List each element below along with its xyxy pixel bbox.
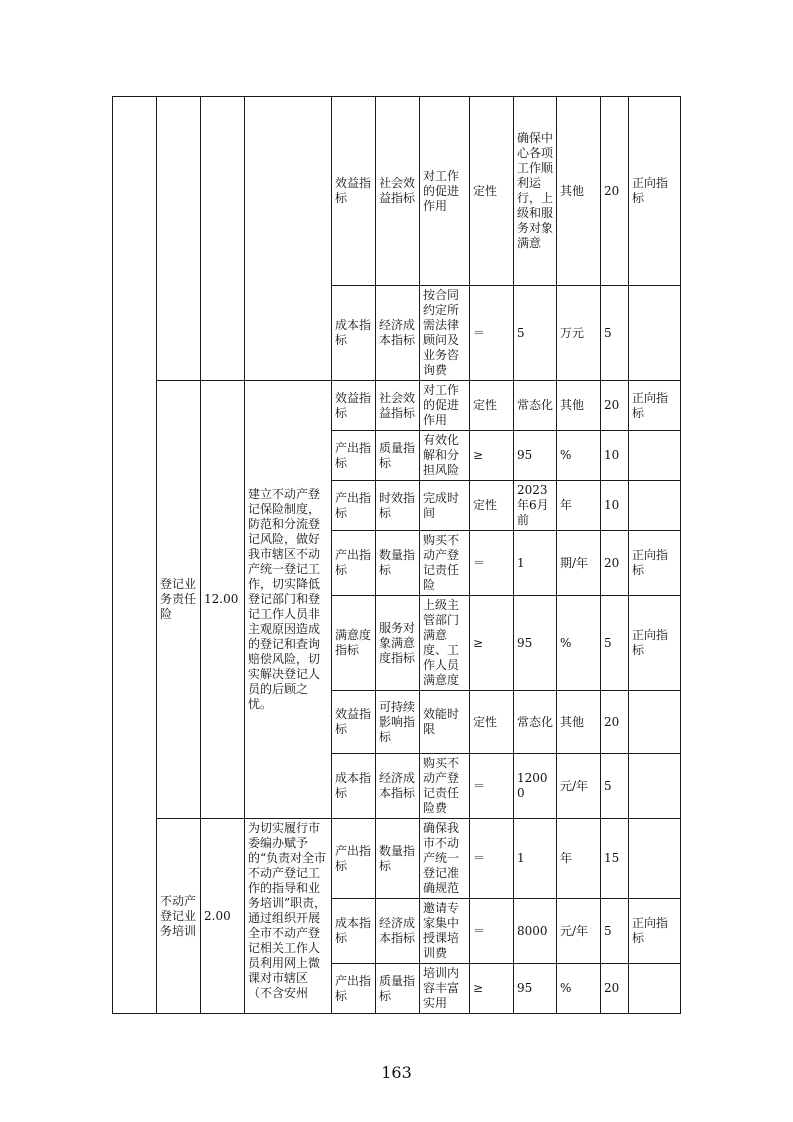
- page-number: 163: [381, 1063, 412, 1082]
- level1-indicator-cell: 成本指标: [332, 286, 376, 381]
- direction-cell: [629, 431, 681, 481]
- weight-cell: 20: [601, 97, 629, 286]
- target-value-cell: 常态化: [514, 381, 557, 431]
- target-value-cell: 确保中心各项工作顺利运行，上级和服务对象满意: [514, 97, 557, 286]
- level1-indicator-cell: 效益指标: [332, 97, 376, 286]
- operator-cell: ≥: [470, 431, 514, 481]
- table-row: [113, 819, 681, 899]
- operator-cell: ≥: [470, 964, 514, 1014]
- unit-cell: 其他: [557, 97, 601, 286]
- operator-cell: ＝: [470, 899, 514, 964]
- operator-cell: 定性: [470, 97, 514, 286]
- unit-cell: 年: [557, 481, 601, 531]
- level1-indicator-cell: 产出指标: [332, 819, 376, 899]
- direction-cell: 正向指标: [629, 531, 681, 596]
- weight-cell: 5: [601, 596, 629, 691]
- direction-cell: [629, 819, 681, 899]
- direction-cell: 正向指标: [629, 97, 681, 286]
- direction-cell: 正向指标: [629, 899, 681, 964]
- target-value-cell: 1: [514, 531, 557, 596]
- level2-indicator-cell: 经济成本指标: [376, 754, 420, 819]
- level1-indicator-cell: 效益指标: [332, 381, 376, 431]
- target-cell: [245, 97, 332, 381]
- unit-cell: 其他: [557, 691, 601, 754]
- indicator-name-cell: 对工作的促进作用: [420, 97, 470, 286]
- unit-cell: %: [557, 596, 601, 691]
- amount-cell: 12.00: [201, 381, 245, 819]
- indicator-name-cell: 购买不动产登记责任险费: [420, 754, 470, 819]
- level2-indicator-cell: 时效指标: [376, 481, 420, 531]
- table-row: [113, 97, 681, 286]
- level2-indicator-cell: 质量指标: [376, 431, 420, 481]
- unit-cell: %: [557, 431, 601, 481]
- amount-cell: 2.00: [201, 819, 245, 1014]
- weight-cell: 5: [601, 754, 629, 819]
- weight-cell: 20: [601, 381, 629, 431]
- table-row: [113, 381, 681, 431]
- target-value-cell: 95: [514, 964, 557, 1014]
- level1-indicator-cell: 满意度指标: [332, 596, 376, 691]
- indicator-name-cell: 确保我市不动产统一登记准确规范: [420, 819, 470, 899]
- unit-cell: 元/年: [557, 754, 601, 819]
- weight-cell: 20: [601, 691, 629, 754]
- target-cell: 为切实履行市委编办赋予的“负责对全市不动产登记工作的指导和业务培训”职责，通过组织开展全市不动产登记相关工作人员利用网上微课对市辖区（不含安州: [245, 819, 332, 1014]
- target-value-cell: 12000: [514, 754, 557, 819]
- level2-indicator-cell: 数量指标: [376, 819, 420, 899]
- weight-cell: 20: [601, 964, 629, 1014]
- weight-cell: 5: [601, 286, 629, 381]
- target-value-cell: 常态化: [514, 691, 557, 754]
- amount-cell: [201, 97, 245, 381]
- project-name-cell: 不动产登记业务培训: [157, 819, 201, 1014]
- direction-cell: [629, 286, 681, 381]
- weight-cell: 5: [601, 899, 629, 964]
- target-value-cell: 2023年6月前: [514, 481, 557, 531]
- target-value-cell: 95: [514, 596, 557, 691]
- operator-cell: ＝: [470, 286, 514, 381]
- level2-indicator-cell: 服务对象满意度指标: [376, 596, 420, 691]
- unit-cell: 年: [557, 819, 601, 899]
- weight-cell: 10: [601, 481, 629, 531]
- unit-cell: 其他: [557, 381, 601, 431]
- level1-indicator-cell: 产出指标: [332, 431, 376, 481]
- weight-cell: 15: [601, 819, 629, 899]
- direction-cell: 正向指标: [629, 596, 681, 691]
- weight-cell: 20: [601, 531, 629, 596]
- level2-indicator-cell: 数量指标: [376, 531, 420, 596]
- operator-cell: ≥: [470, 596, 514, 691]
- indicator-name-cell: 按合同约定所需法律顾问及业务咨询费: [420, 286, 470, 381]
- operator-cell: 定性: [470, 691, 514, 754]
- performance-indicator-table: [112, 96, 681, 1014]
- level1-indicator-cell: 成本指标: [332, 899, 376, 964]
- indicator-name-cell: 培训内容丰富实用: [420, 964, 470, 1014]
- indicator-name-cell: 上级主管部门满意度、工作人员满意度: [420, 596, 470, 691]
- unit-cell: 元/年: [557, 899, 601, 964]
- project-name-cell: 登记业务责任险: [157, 381, 201, 819]
- target-value-cell: 8000: [514, 899, 557, 964]
- direction-cell: [629, 754, 681, 819]
- target-value-cell: 5: [514, 286, 557, 381]
- level1-indicator-cell: 产出指标: [332, 531, 376, 596]
- level2-indicator-cell: 质量指标: [376, 964, 420, 1014]
- direction-cell: 正向指标: [629, 381, 681, 431]
- level2-indicator-cell: 社会效益指标: [376, 97, 420, 286]
- operator-cell: 定性: [470, 381, 514, 431]
- unit-cell: 万元: [557, 286, 601, 381]
- direction-cell: [629, 481, 681, 531]
- level1-indicator-cell: 产出指标: [332, 481, 376, 531]
- unit-cell: 期/年: [557, 531, 601, 596]
- unit-cell: %: [557, 964, 601, 1014]
- target-value-cell: 1: [514, 819, 557, 899]
- level2-indicator-cell: 经济成本指标: [376, 899, 420, 964]
- level2-indicator-cell: 经济成本指标: [376, 286, 420, 381]
- level1-indicator-cell: 成本指标: [332, 754, 376, 819]
- target-cell: 建立不动产登记保险制度，防范和分流登记风险，做好我市辖区不动产统一登记工作，切实降低登记部门和登记工作人员非主观原因造成的登记和查询赔偿风险，切实解决登记人员的后顾之忧。: [245, 381, 332, 819]
- target-value-cell: 95: [514, 431, 557, 481]
- operator-cell: ＝: [470, 754, 514, 819]
- level2-indicator-cell: 社会效益指标: [376, 381, 420, 431]
- operator-cell: ＝: [470, 531, 514, 596]
- weight-cell: 10: [601, 431, 629, 481]
- blank-first-column-cell: [113, 97, 157, 1014]
- project-name-cell: [157, 97, 201, 381]
- operator-cell: ＝: [470, 819, 514, 899]
- indicator-name-cell: 邀请专家集中授课培训费: [420, 899, 470, 964]
- level1-indicator-cell: 效益指标: [332, 691, 376, 754]
- direction-cell: [629, 691, 681, 754]
- indicator-name-cell: 有效化解和分担风险: [420, 431, 470, 481]
- indicator-name-cell: 对工作的促进作用: [420, 381, 470, 431]
- indicator-name-cell: 效能时限: [420, 691, 470, 754]
- operator-cell: 定性: [470, 481, 514, 531]
- indicator-name-cell: 购买不动产登记责任险: [420, 531, 470, 596]
- level2-indicator-cell: 可持续影响指标: [376, 691, 420, 754]
- indicator-name-cell: 完成时间: [420, 481, 470, 531]
- level1-indicator-cell: 产出指标: [332, 964, 376, 1014]
- direction-cell: [629, 964, 681, 1014]
